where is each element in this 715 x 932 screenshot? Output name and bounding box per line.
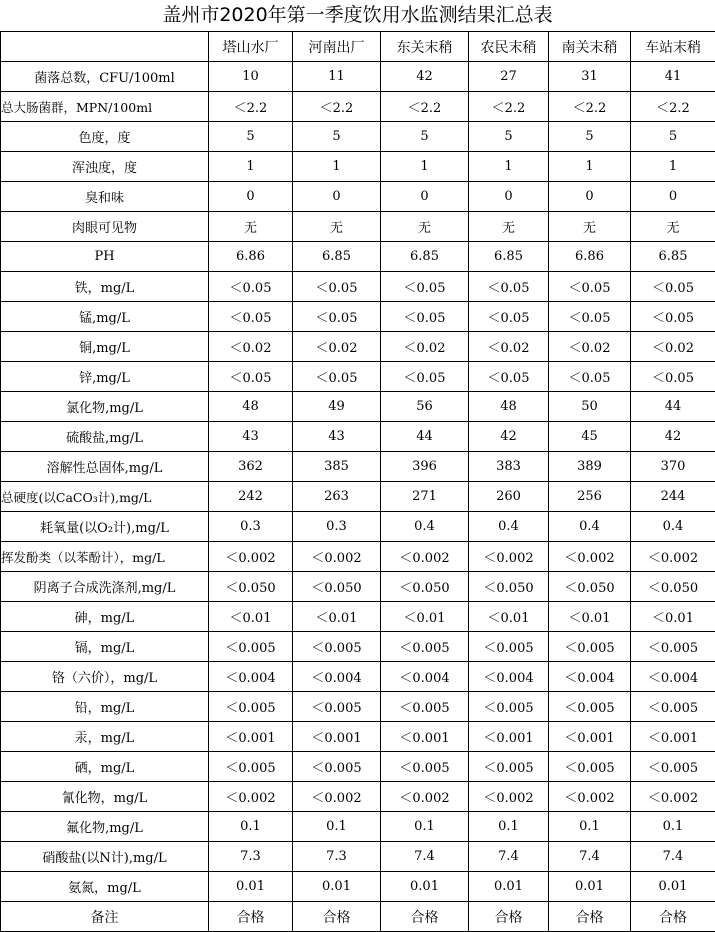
value-cell: ＜0.004 <box>631 662 715 692</box>
parameter-name-cell: 铅，mg/L <box>1 692 209 722</box>
value-cell: ＜0.01 <box>469 602 549 632</box>
column-header: 东关末稍 <box>381 32 469 62</box>
value-cell: ＜2.2 <box>209 92 293 122</box>
value-cell: ＜0.002 <box>293 542 381 572</box>
table-row <box>1 722 715 752</box>
value-cell: ＜0.05 <box>381 302 469 332</box>
value-cell: 48 <box>209 392 293 422</box>
value-cell: ＜0.001 <box>631 722 715 752</box>
table-row <box>1 482 715 512</box>
value-cell: 41 <box>631 62 715 92</box>
value-cell: ＜0.002 <box>469 782 549 812</box>
parameter-name-cell: 锰,mg/L <box>1 302 209 332</box>
value-cell: 1 <box>209 152 293 182</box>
value-cell: ＜0.01 <box>209 602 293 632</box>
value-cell: ＜0.005 <box>549 692 631 722</box>
value-cell: 42 <box>381 62 469 92</box>
value-cell: 0.1 <box>381 812 469 842</box>
value-cell: ＜0.005 <box>469 752 549 782</box>
value-cell: 396 <box>381 452 469 482</box>
remarks-label-cell: 备注 <box>1 902 209 932</box>
table-row <box>1 632 715 662</box>
value-cell: ＜0.002 <box>209 782 293 812</box>
value-cell: 无 <box>209 212 293 242</box>
value-cell: 0.01 <box>549 872 631 902</box>
value-cell: 1 <box>631 152 715 182</box>
table-row <box>1 272 715 302</box>
value-cell: ＜0.050 <box>549 572 631 602</box>
table-row <box>1 392 715 422</box>
value-cell: ＜0.02 <box>469 332 549 362</box>
value-cell: ＜0.05 <box>209 272 293 302</box>
column-header: 塔山水厂 <box>209 32 293 62</box>
table-row <box>1 602 715 632</box>
value-cell: 44 <box>381 422 469 452</box>
remarks-value-cell: 合格 <box>549 902 631 932</box>
parameter-name-cell: 锌,mg/L <box>1 362 209 392</box>
table-row <box>1 152 715 182</box>
value-cell: 6.86 <box>209 242 293 272</box>
value-cell: ＜0.05 <box>631 272 715 302</box>
value-cell: 263 <box>293 482 381 512</box>
value-cell: ＜0.02 <box>209 332 293 362</box>
table-row <box>1 332 715 362</box>
value-cell: 0 <box>381 182 469 212</box>
value-cell: ＜0.05 <box>631 362 715 392</box>
value-cell: 0 <box>293 182 381 212</box>
value-cell: ＜0.05 <box>631 302 715 332</box>
value-cell: 6.85 <box>293 242 381 272</box>
value-cell: 362 <box>209 452 293 482</box>
parameter-name-cell: 肉眼可见物 <box>1 212 209 242</box>
value-cell: 0.3 <box>293 512 381 542</box>
value-cell: ＜0.005 <box>381 752 469 782</box>
value-cell: ＜0.002 <box>209 542 293 572</box>
parameter-name-cell: 氯化物,mg/L <box>1 392 209 422</box>
value-cell: ＜0.004 <box>209 662 293 692</box>
table-row <box>1 92 715 122</box>
value-cell: ＜0.050 <box>209 572 293 602</box>
parameter-name-cell: 汞，mg/L <box>1 722 209 752</box>
value-cell: 7.4 <box>469 842 549 872</box>
parameter-name-cell: 铜,mg/L <box>1 332 209 362</box>
value-cell: ＜0.05 <box>549 362 631 392</box>
table-row <box>1 782 715 812</box>
value-cell: ＜0.05 <box>381 272 469 302</box>
value-cell: ＜0.05 <box>469 302 549 332</box>
results-table <box>0 31 715 932</box>
value-cell: ＜0.001 <box>381 722 469 752</box>
value-cell: 43 <box>293 422 381 452</box>
parameter-name-cell: 氨氮，mg/L <box>1 872 209 902</box>
value-cell: ＜0.005 <box>209 692 293 722</box>
value-cell: 31 <box>549 62 631 92</box>
value-cell: 11 <box>293 62 381 92</box>
value-cell: ＜2.2 <box>381 92 469 122</box>
parameter-name-cell: 硒，mg/L <box>1 752 209 782</box>
parameter-name-cell: 阴离子合成洗涤剂,mg/L <box>1 572 209 602</box>
parameter-name-cell: 铬（六价），mg/L <box>1 662 209 692</box>
footer-row <box>1 902 715 932</box>
value-cell: 7.3 <box>209 842 293 872</box>
value-cell: 370 <box>631 452 715 482</box>
table-row <box>1 452 715 482</box>
value-cell: ＜0.02 <box>549 332 631 362</box>
value-cell: 6.85 <box>381 242 469 272</box>
value-cell: 0.1 <box>631 812 715 842</box>
value-cell: 1 <box>293 152 381 182</box>
value-cell: ＜0.004 <box>293 662 381 692</box>
value-cell: 42 <box>469 422 549 452</box>
value-cell: ＜0.05 <box>293 302 381 332</box>
value-cell: ＜0.050 <box>469 572 549 602</box>
value-cell: 无 <box>469 212 549 242</box>
value-cell: ＜0.001 <box>469 722 549 752</box>
value-cell: ＜0.005 <box>381 632 469 662</box>
table-row <box>1 212 715 242</box>
parameter-name-cell: 总硬度(以CaCO₃计),mg/L <box>1 482 209 512</box>
table-row <box>1 302 715 332</box>
value-cell: ＜0.004 <box>469 662 549 692</box>
value-cell: ＜0.005 <box>469 632 549 662</box>
value-cell: 7.4 <box>549 842 631 872</box>
parameter-name-cell: 砷，mg/L <box>1 602 209 632</box>
parameter-name-cell: 耗氧量(以O₂计),mg/L <box>1 512 209 542</box>
value-cell: ＜2.2 <box>631 92 715 122</box>
value-cell: 0.4 <box>631 512 715 542</box>
value-cell: ＜0.05 <box>469 272 549 302</box>
parameter-name-cell: 挥发酚类（以苯酚计），mg/L <box>1 542 209 572</box>
value-cell: 45 <box>549 422 631 452</box>
value-cell: ＜2.2 <box>293 92 381 122</box>
value-cell: 0.01 <box>469 872 549 902</box>
value-cell: ＜0.02 <box>631 332 715 362</box>
value-cell: ＜0.005 <box>293 632 381 662</box>
table-row <box>1 62 715 92</box>
value-cell: 6.86 <box>549 242 631 272</box>
parameter-name-cell: 镉，mg/L <box>1 632 209 662</box>
value-cell: ＜0.001 <box>209 722 293 752</box>
value-cell: ＜0.02 <box>293 332 381 362</box>
value-cell: 7.4 <box>381 842 469 872</box>
value-cell: 0.01 <box>381 872 469 902</box>
value-cell: 389 <box>549 452 631 482</box>
value-cell: 无 <box>631 212 715 242</box>
value-cell: ＜0.05 <box>209 302 293 332</box>
value-cell: 5 <box>209 122 293 152</box>
value-cell: ＜0.002 <box>469 542 549 572</box>
parameter-name-cell: 硝酸盐(以N计),mg/L <box>1 842 209 872</box>
parameter-name-cell: 铁，mg/L <box>1 272 209 302</box>
value-cell: 49 <box>293 392 381 422</box>
value-cell: 256 <box>549 482 631 512</box>
table-row <box>1 872 715 902</box>
remarks-value-cell: 合格 <box>469 902 549 932</box>
value-cell: ＜0.005 <box>631 692 715 722</box>
value-cell: ＜0.002 <box>631 542 715 572</box>
value-cell: ＜0.005 <box>549 632 631 662</box>
value-cell: 0.3 <box>209 512 293 542</box>
value-cell: 无 <box>549 212 631 242</box>
parameter-name-cell: 臭和味 <box>1 182 209 212</box>
table-row <box>1 242 715 272</box>
value-cell: ＜0.05 <box>549 272 631 302</box>
value-cell: 271 <box>381 482 469 512</box>
value-cell: 0 <box>469 182 549 212</box>
column-header: 农民末稍 <box>469 32 549 62</box>
table-row <box>1 182 715 212</box>
value-cell: 0.01 <box>293 872 381 902</box>
column-header: 南关末稍 <box>549 32 631 62</box>
value-cell: ＜0.005 <box>209 632 293 662</box>
table-row <box>1 542 715 572</box>
value-cell: 242 <box>209 482 293 512</box>
table-row <box>1 362 715 392</box>
value-cell: 6.85 <box>631 242 715 272</box>
value-cell: 5 <box>293 122 381 152</box>
value-cell: ＜0.01 <box>381 602 469 632</box>
value-cell: 0 <box>631 182 715 212</box>
value-cell: ＜0.004 <box>381 662 469 692</box>
remarks-value-cell: 合格 <box>631 902 715 932</box>
value-cell: ＜0.01 <box>549 602 631 632</box>
table-row <box>1 842 715 872</box>
value-cell: 42 <box>631 422 715 452</box>
parameter-name-cell: 氟化物,mg/L <box>1 812 209 842</box>
value-cell: ＜0.001 <box>549 722 631 752</box>
table-row <box>1 662 715 692</box>
item-header-cell <box>1 32 209 62</box>
remarks-value-cell: 合格 <box>293 902 381 932</box>
value-cell: ＜0.002 <box>631 782 715 812</box>
value-cell: 0.4 <box>549 512 631 542</box>
value-cell: ＜0.005 <box>209 752 293 782</box>
table-row <box>1 692 715 722</box>
value-cell: 27 <box>469 62 549 92</box>
value-cell: ＜0.005 <box>631 632 715 662</box>
value-cell: 0.1 <box>549 812 631 842</box>
value-cell: 7.3 <box>293 842 381 872</box>
value-cell: 50 <box>549 392 631 422</box>
table-row <box>1 752 715 782</box>
value-cell: 0 <box>209 182 293 212</box>
parameter-name-cell: 氰化物，mg/L <box>1 782 209 812</box>
value-cell: ＜0.002 <box>293 782 381 812</box>
value-cell: ＜0.001 <box>293 722 381 752</box>
parameter-name-cell: 溶解性总固体,mg/L <box>1 452 209 482</box>
value-cell: ＜0.05 <box>549 302 631 332</box>
value-cell: 0.4 <box>469 512 549 542</box>
value-cell: ＜0.005 <box>549 752 631 782</box>
value-cell: ＜2.2 <box>469 92 549 122</box>
value-cell: 244 <box>631 482 715 512</box>
table-row <box>1 572 715 602</box>
value-cell: 48 <box>469 392 549 422</box>
value-cell: 6.85 <box>469 242 549 272</box>
value-cell: ＜0.05 <box>293 272 381 302</box>
value-cell: ＜0.002 <box>381 542 469 572</box>
value-cell: ＜0.005 <box>381 692 469 722</box>
header-row <box>1 32 715 62</box>
value-cell: ＜0.005 <box>631 752 715 782</box>
value-cell: 44 <box>631 392 715 422</box>
value-cell: ＜0.005 <box>293 692 381 722</box>
value-cell: 0 <box>549 182 631 212</box>
value-cell: 43 <box>209 422 293 452</box>
value-cell: ＜0.004 <box>549 662 631 692</box>
value-cell: ＜0.005 <box>293 752 381 782</box>
value-cell: 0.01 <box>209 872 293 902</box>
value-cell: 383 <box>469 452 549 482</box>
parameter-name-cell: 浑浊度，度 <box>1 152 209 182</box>
value-cell: ＜0.050 <box>293 572 381 602</box>
value-cell: 385 <box>293 452 381 482</box>
value-cell: 1 <box>549 152 631 182</box>
column-header: 河南出厂 <box>293 32 381 62</box>
column-header: 车站末稍 <box>631 32 715 62</box>
value-cell: 5 <box>381 122 469 152</box>
value-cell: 5 <box>469 122 549 152</box>
parameter-name-cell: 总大肠菌群，MPN/100ml <box>1 92 209 122</box>
value-cell: 260 <box>469 482 549 512</box>
value-cell: 0.4 <box>381 512 469 542</box>
table-row <box>1 512 715 542</box>
parameter-name-cell: 色度，度 <box>1 122 209 152</box>
value-cell: ＜0.01 <box>293 602 381 632</box>
value-cell: 1 <box>381 152 469 182</box>
page-title: 盖州市2020年第一季度饮用水监测结果汇总表 <box>0 0 715 31</box>
value-cell: 无 <box>293 212 381 242</box>
value-cell: ＜0.05 <box>293 362 381 392</box>
value-cell: 10 <box>209 62 293 92</box>
value-cell: ＜0.002 <box>549 542 631 572</box>
value-cell: ＜0.002 <box>381 782 469 812</box>
value-cell: 5 <box>549 122 631 152</box>
parameter-name-cell: PH <box>1 242 209 272</box>
value-cell: ＜0.005 <box>469 692 549 722</box>
value-cell: ＜0.050 <box>381 572 469 602</box>
value-cell: 56 <box>381 392 469 422</box>
value-cell: ＜0.02 <box>381 332 469 362</box>
parameter-name-cell: 硫酸盐,mg/L <box>1 422 209 452</box>
value-cell: ＜0.01 <box>631 602 715 632</box>
value-cell: 0.1 <box>293 812 381 842</box>
parameter-name-cell: 菌落总数，CFU/100ml <box>1 62 209 92</box>
value-cell: ＜0.05 <box>381 362 469 392</box>
remarks-value-cell: 合格 <box>381 902 469 932</box>
value-cell: 5 <box>631 122 715 152</box>
value-cell: 1 <box>469 152 549 182</box>
table-row <box>1 422 715 452</box>
table-row <box>1 122 715 152</box>
value-cell: 无 <box>381 212 469 242</box>
table-row <box>1 812 715 842</box>
value-cell: 7.4 <box>631 842 715 872</box>
value-cell: ＜0.05 <box>469 362 549 392</box>
remarks-value-cell: 合格 <box>209 902 293 932</box>
value-cell: 0.1 <box>469 812 549 842</box>
value-cell: ＜0.05 <box>209 362 293 392</box>
value-cell: 0.1 <box>209 812 293 842</box>
value-cell: 0.01 <box>631 872 715 902</box>
value-cell: ＜0.050 <box>631 572 715 602</box>
value-cell: ＜2.2 <box>549 92 631 122</box>
value-cell: ＜0.002 <box>549 782 631 812</box>
